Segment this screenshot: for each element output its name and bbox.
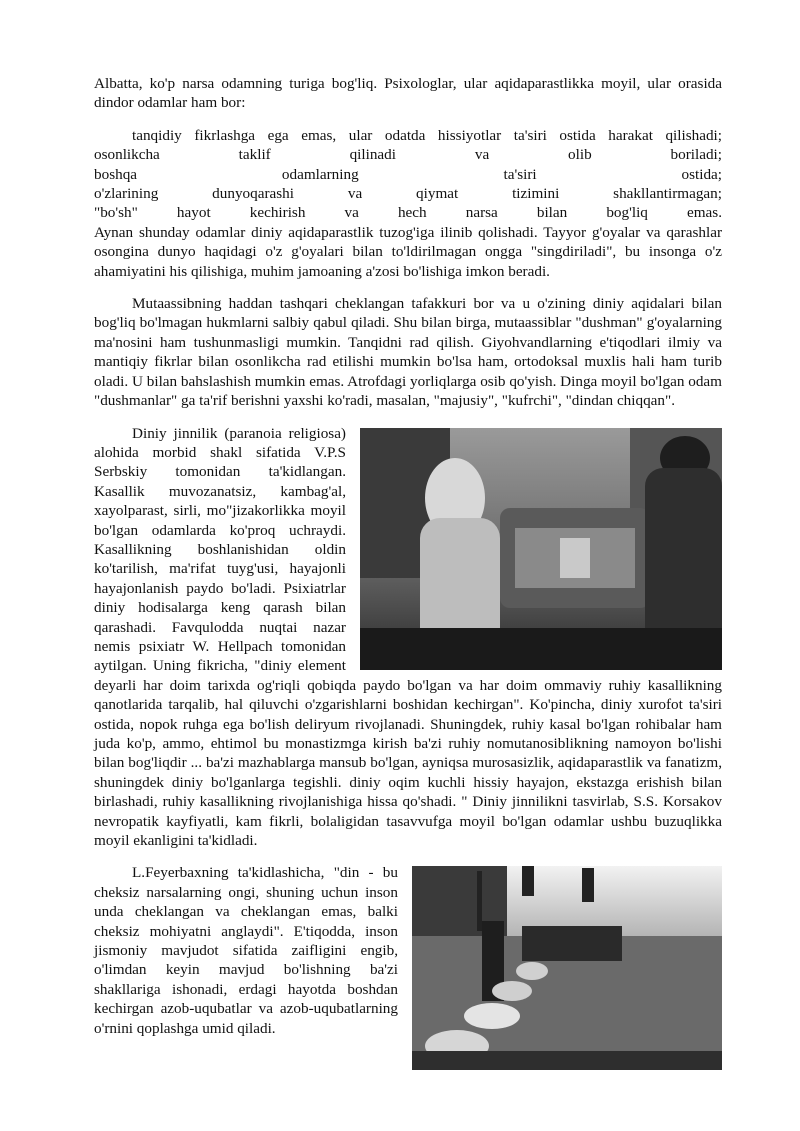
list-tail-text: Aynan shunday odamlar diniy aqidaparastlik tuzog'iga ilinib qolishadi. Tayyor g'oyalar va qarashlar osongina dunyo haqidagi o'z g'oyalari bilan to'ldirilmagan ongga "singdiriladi", bu insonga o'z ahamiyatini his qilishiga, muhim jamoaning a'zosi bo'lishiga imkon beradi. xyxy=(94,223,722,280)
intro-paragraph: Albatta, ko'p narsa odamning turiga bog'liq. Psixologlar, ular aqidaparastlikka moyil, ular orasida dindor odamlar ham bor: xyxy=(94,75,722,112)
paranoia-paragraph: Diniy jinnilik (paranoia religiosa) alohida morbid shakl sifatida V.P.S Serbskiy tomonidan ta'kidlangan. Kasallik muvozanatsiz, kambag'al, xayolparast, sirli, mo"jizakorlikka moyil bo'lgan odamlarda ko'proq uchraydi. Kasallikning boshlanishidan oldin ko'tarilish, ma'rifat tuyg'usi, hayajonli hayajonlanish paydo bo'ladi. Psixiatrlar diniy hodisalarga keng qarash bilan qarashadi. Favqulodda nuqtai nazar nemis psixiatr W. Hellpach tomonidan aytilgan. Uning fikricha, "diniy element deyarli har doim tarixda og'riqli qobiqda paydo bo'lgan va har doim ommaviy ruhiy kasallikning qanotlarida tarqalib, hal qiluvchi o'zgarishlarni boshidan kechirgan". Ko'pincha, diniy xurofot ta'siri ostida, nopok ruhga ega bo'lish deliryum rivojlanadi. Shuningdek, ruhiy kasal bo'lgan rohibalar ham juda ko'p, ammo, ehtimol bu monastizmga kirish ba'zi ruhiy nomutanosiblikning namoyon bo'lishi bilan bog'liqdir ... ba'zi mazhablarga mansub bo'lgan, ayniqsa murosasizlik, aqidaparastlik va fanatizm, shuningdek diniy bo'lganlarga tegishli. diniy oqim kuchli hissiy hayajon, ekstazga erishish bilan birlashadi, ruhiy kasallikning rivojlanishiga hissa qo'shadi. " Diniy jinnilikni tasvirlab, S.S. Korsakov nevropatik kayfiyatli, kam fikrli, bolaligidan tasavvufga moyil bo'lgan odamlar ushbu buzuqlikka moyil ekanligini ta'kidladi. xyxy=(94,424,722,850)
list-item: "bo'sh" hayot kechirish va hech narsa bilan bog'liq emas. xyxy=(94,204,722,222)
photo-pilgrims-crawling-image xyxy=(412,866,722,1070)
photo-procession-carry-image xyxy=(360,428,722,670)
document-page xyxy=(94,74,722,1076)
photo-procession-carry xyxy=(360,428,722,670)
list-item: osonlikcha taklif qilinadi va olib boriladi; xyxy=(94,146,722,164)
list-item: boshqa odamlarning ta'siri ostida; xyxy=(94,165,722,183)
photo-pilgrims-crawling xyxy=(412,866,722,1070)
traits-list xyxy=(94,126,722,281)
list-item: o'zlarining dunyoqarashi va qiymat tizimini shakllantirmagan; xyxy=(94,185,722,203)
fanatic-paragraph: Mutaassibning haddan tashqari cheklangan tafakkuri bor va u o'zining diniy aqidalari bilan bog'liq bo'lmagan hukmlarni salbiy qabul qiladi. Shu bilan birga, mutaassiblar "dushman" g'oyalarning ma'nosini ham tushunmasligi mumkin. Tanqidni rad qilish. Giyohvandlarning e'tiqodlari ilmiy va mantiqiy fikrlar bilan osonlikcha rad etilishi mumkin bo'lsa ham, ortodoksal muxlis hali ham turib oladi. U bilan bahslashish mumkin emas. Atrofdagi yorliqlarga osib qo'yish. Dinga moyil bo'lgan odam "dushmanlar" ga ta'rif berishni yaxshi ko'radi, masalan, "majusiy", "kufrchi", "dindan chiqqan". xyxy=(94,295,722,410)
list-item: tanqidiy fikrlashga ega emas, ular odatda hissiyotlar ta'siri ostida harakat qilishadi; xyxy=(132,126,722,144)
feuerbach-paragraph: L.Feyerbaxning ta'kidlashicha, "din - bu cheksiz narsalarning ongi, shuning uchun inson unda cheklangan va cheklangan emas, balki cheksiz mohiyatni anglaydi". E'tiqodda, inson jismoniy mavjudot sifatida zaifligini engib, o'limdan keyin mavjud bo'lishning ba'zi shakllariga ishonadi, erdagi hayotda boshdan kechirgan azob-uqubatlar va azob-uqubatlarning o'rnini qoplashga umid qiladi. xyxy=(94,864,398,1037)
